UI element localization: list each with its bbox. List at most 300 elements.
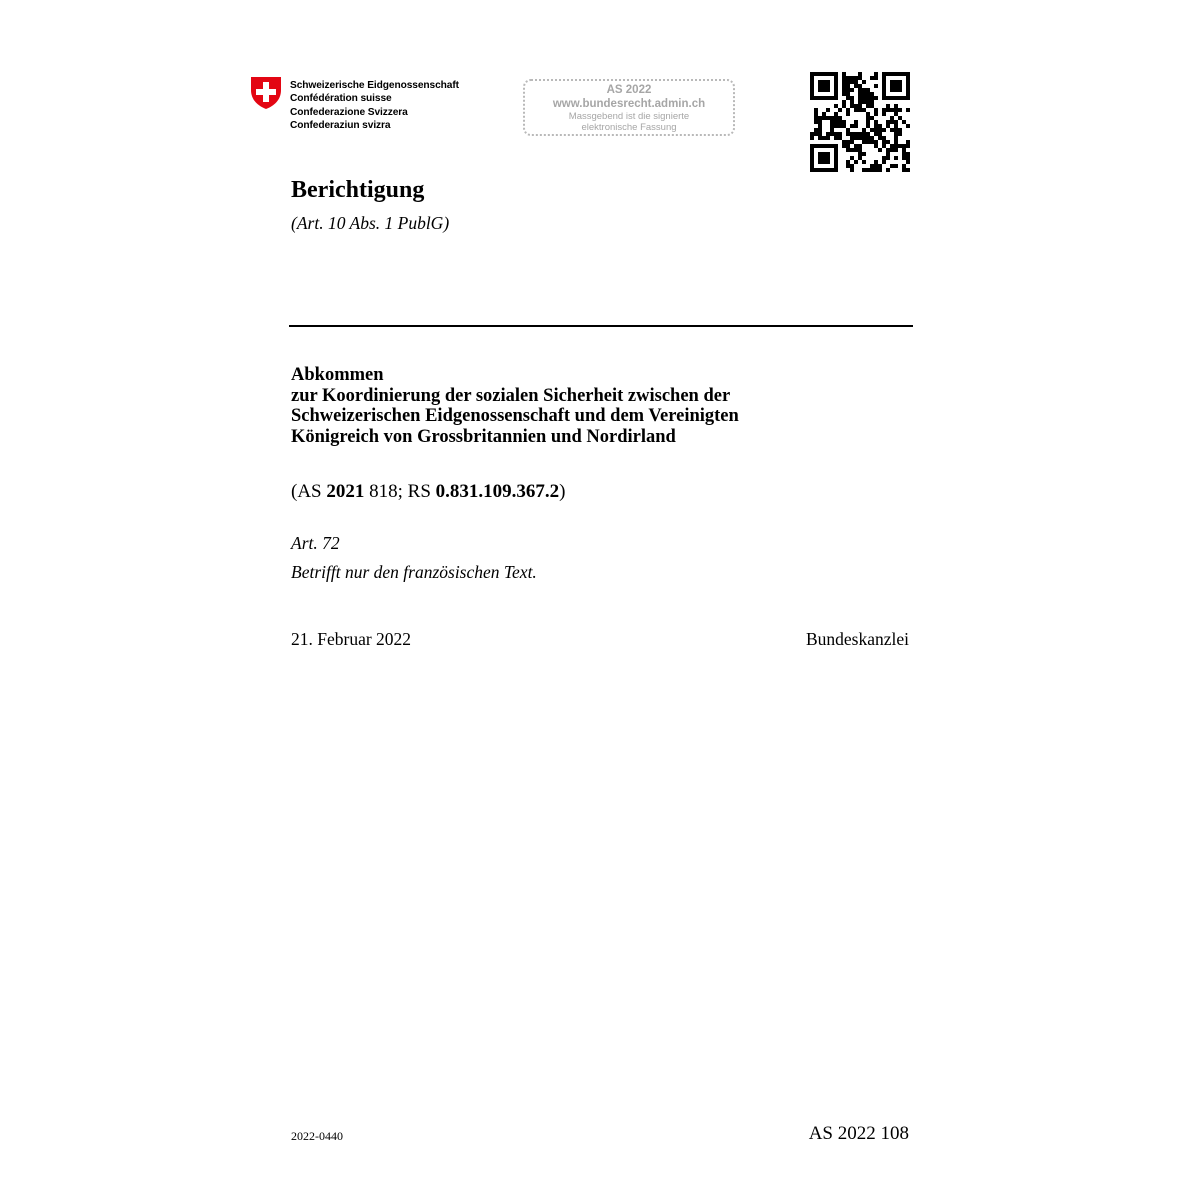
qr-module — [842, 84, 846, 88]
qr-module — [818, 116, 822, 120]
qr-module — [842, 80, 846, 84]
qr-module — [890, 116, 894, 120]
qr-module — [822, 156, 826, 160]
org-name-fr: Confédération suisse — [290, 93, 392, 105]
qr-module — [894, 132, 898, 136]
qr-module — [846, 160, 850, 164]
qr-module — [822, 144, 826, 148]
qr-module — [866, 132, 870, 136]
qr-module — [858, 96, 862, 100]
qr-module — [894, 136, 898, 140]
qr-module — [846, 112, 850, 116]
qr-module — [810, 144, 814, 148]
qr-module — [810, 72, 814, 76]
qr-module — [862, 140, 866, 144]
qr-module — [886, 104, 890, 108]
qr-module — [870, 100, 874, 104]
qr-module — [854, 132, 858, 136]
qr-module — [854, 84, 858, 88]
qr-module — [834, 76, 838, 80]
qr-module — [830, 168, 834, 172]
qr-module — [862, 92, 866, 96]
qr-module — [822, 152, 826, 156]
qr-module — [850, 140, 854, 144]
qr-module — [822, 88, 826, 92]
qr-module — [826, 80, 830, 84]
qr-module — [866, 100, 870, 104]
qr-module — [902, 152, 906, 156]
qr-module — [890, 120, 894, 124]
qr-module — [822, 168, 826, 172]
qr-module — [810, 132, 814, 136]
qr-module — [818, 128, 822, 132]
qr-module — [834, 72, 838, 76]
reference-suffix: ) — [559, 481, 566, 502]
qr-module — [830, 128, 834, 132]
qr-module — [842, 92, 846, 96]
qr-module — [882, 144, 886, 148]
qr-module — [826, 116, 830, 120]
qr-module — [858, 136, 862, 140]
qr-module — [866, 92, 870, 96]
qr-module — [886, 120, 890, 124]
qr-module — [870, 76, 874, 80]
qr-module — [906, 140, 910, 144]
qr-module — [898, 72, 902, 76]
qr-module — [830, 116, 834, 120]
qr-module — [854, 136, 858, 140]
qr-module — [854, 108, 858, 112]
qr-module — [906, 108, 910, 112]
qr-module — [894, 164, 898, 168]
qr-module — [894, 120, 898, 124]
qr-module — [886, 124, 890, 128]
qr-module — [858, 100, 862, 104]
qr-module — [842, 100, 846, 104]
qr-module — [858, 132, 862, 136]
qr-module — [834, 84, 838, 88]
qr-module — [882, 84, 886, 88]
qr-module — [850, 164, 854, 168]
qr-module — [878, 128, 882, 132]
qr-module — [862, 136, 866, 140]
qr-module — [874, 120, 878, 124]
qr-module — [810, 156, 814, 160]
qr-module — [834, 92, 838, 96]
horizontal-rule — [289, 325, 913, 327]
qr-module — [890, 88, 894, 92]
qr-module — [890, 148, 894, 152]
qr-module — [818, 120, 822, 124]
stamp-note-line2: elektronische Fassung — [581, 122, 677, 133]
qr-module — [906, 160, 910, 164]
qr-module — [826, 156, 830, 160]
qr-module — [890, 164, 894, 168]
qr-module — [874, 108, 878, 112]
qr-module — [818, 168, 822, 172]
qr-module — [898, 108, 902, 112]
qr-module — [834, 152, 838, 156]
qr-module — [890, 96, 894, 100]
qr-module — [838, 116, 842, 120]
qr-module — [814, 116, 818, 120]
qr-module — [882, 140, 886, 144]
qr-module — [810, 80, 814, 84]
reference-as-year: 2021 — [326, 481, 365, 502]
qr-module — [842, 144, 846, 148]
org-name-de: Schweizerische Eidgenossenschaft — [290, 80, 459, 91]
qr-module — [826, 88, 830, 92]
qr-module — [826, 152, 830, 156]
qr-module — [866, 140, 870, 144]
qr-module — [874, 76, 878, 80]
qr-module — [878, 124, 882, 128]
qr-module — [842, 72, 846, 76]
qr-module — [878, 136, 882, 140]
qr-module — [898, 84, 902, 88]
qr-module — [878, 132, 882, 136]
qr-module — [906, 96, 910, 100]
qr-module — [898, 80, 902, 84]
qr-module — [842, 140, 846, 144]
qr-module — [886, 148, 890, 152]
qr-module — [906, 124, 910, 128]
qr-module — [894, 80, 898, 84]
qr-module — [830, 72, 834, 76]
qr-module — [822, 112, 826, 116]
qr-module — [846, 96, 850, 100]
qr-module — [818, 156, 822, 160]
qr-module — [870, 96, 874, 100]
article-note: Betrifft nur den französischen Text. — [291, 562, 537, 582]
qr-module — [866, 96, 870, 100]
qr-module — [870, 104, 874, 108]
qr-module — [810, 136, 814, 140]
qr-module — [894, 156, 898, 160]
qr-module — [874, 164, 878, 168]
qr-module — [838, 120, 842, 124]
qr-module — [870, 128, 874, 132]
qr-module — [874, 168, 878, 172]
qr-module — [898, 116, 902, 120]
qr-module — [866, 124, 870, 128]
qr-module — [842, 104, 846, 108]
qr-module — [862, 128, 866, 132]
qr-module — [882, 96, 886, 100]
qr-module — [834, 88, 838, 92]
qr-module — [834, 104, 838, 108]
qr-module — [850, 124, 854, 128]
qr-module — [886, 168, 890, 172]
qr-module — [850, 76, 854, 80]
qr-module — [906, 84, 910, 88]
qr-module — [902, 96, 906, 100]
qr-module — [830, 144, 834, 148]
agreement-title — [291, 365, 739, 447]
stamp-as-number: AS 2022 — [606, 84, 652, 96]
qr-module — [826, 108, 830, 112]
qr-module — [866, 104, 870, 108]
qr-module — [846, 108, 850, 112]
qr-module — [854, 124, 858, 128]
swiss-cross-shield-icon — [250, 76, 282, 110]
qr-module — [854, 148, 858, 152]
qr-module — [882, 80, 886, 84]
qr-module — [882, 92, 886, 96]
qr-module — [882, 112, 886, 116]
qr-module — [818, 80, 822, 84]
qr-module — [810, 164, 814, 168]
qr-module — [850, 136, 854, 140]
qr-module — [858, 76, 862, 80]
qr-module — [898, 128, 902, 132]
qr-module — [870, 168, 874, 172]
qr-module — [858, 92, 862, 96]
qr-module — [862, 168, 866, 172]
qr-module — [818, 84, 822, 88]
qr-module — [878, 168, 882, 172]
qr-module — [834, 124, 838, 128]
agreement-title-line: Abkommen — [291, 365, 384, 385]
qr-module — [838, 132, 842, 136]
qr-module — [886, 152, 890, 156]
qr-module — [826, 96, 830, 100]
qr-module — [902, 156, 906, 160]
qr-module — [854, 76, 858, 80]
qr-module — [862, 132, 866, 136]
qr-module — [862, 100, 866, 104]
qr-module — [818, 132, 822, 136]
stamp-url: www.bundesrecht.admin.ch — [552, 98, 706, 110]
qr-module — [826, 84, 830, 88]
qr-module — [834, 116, 838, 120]
qr-module — [854, 104, 858, 108]
qr-module — [814, 168, 818, 172]
qr-module — [818, 96, 822, 100]
qr-module — [894, 72, 898, 76]
qr-module — [834, 160, 838, 164]
qr-module — [906, 80, 910, 84]
qr-module — [874, 128, 878, 132]
qr-module — [834, 96, 838, 100]
qr-module — [858, 148, 862, 152]
qr-module — [906, 88, 910, 92]
qr-module — [810, 160, 814, 164]
qr-module — [858, 144, 862, 148]
qr-module — [902, 148, 906, 152]
publication-date: 21. Februar 2022 — [291, 629, 412, 649]
qr-module — [846, 132, 850, 136]
qr-module — [826, 168, 830, 172]
qr-module — [830, 120, 834, 124]
qr-module — [902, 72, 906, 76]
qr-module — [826, 144, 830, 148]
qr-module — [874, 112, 878, 116]
qr-module — [882, 108, 886, 112]
qr-module — [882, 76, 886, 80]
qr-module — [866, 120, 870, 124]
qr-module — [882, 156, 886, 160]
qr-module — [834, 80, 838, 84]
qr-module — [846, 144, 850, 148]
qr-module — [902, 120, 906, 124]
stamp-note-line1: Massgebend ist die signierte — [568, 111, 690, 122]
qr-module — [822, 96, 826, 100]
qr-module — [818, 72, 822, 76]
org-name-rm: Confederaziun svizra — [290, 120, 391, 132]
agreement-title-line: Königreich von Grossbritannien und Nordirland — [291, 426, 676, 447]
qr-module — [886, 140, 890, 144]
qr-module — [810, 152, 814, 156]
qr-module — [842, 124, 846, 128]
qr-module — [842, 88, 846, 92]
qr-module — [818, 124, 822, 128]
footer-reference: AS 2022 108 — [808, 1123, 909, 1144]
qr-module — [886, 72, 890, 76]
agreement-title-line: Schweizerischen Eidgenossenschaft und dem Vereinigten — [291, 406, 739, 426]
qr-module — [866, 136, 870, 140]
qr-module — [814, 128, 818, 132]
qr-module — [894, 84, 898, 88]
qr-module — [822, 84, 826, 88]
qr-module — [846, 84, 850, 88]
qr-module — [830, 96, 834, 100]
qr-module — [890, 84, 894, 88]
qr-module — [894, 96, 898, 100]
issuer: Bundeskanzlei — [805, 629, 909, 649]
qr-module — [850, 148, 854, 152]
qr-module — [818, 136, 822, 140]
qr-module — [870, 164, 874, 168]
qr-module — [850, 168, 854, 172]
qr-module — [826, 136, 830, 140]
qr-module — [890, 80, 894, 84]
qr-module — [906, 168, 910, 172]
qr-module — [846, 88, 850, 92]
qr-module — [850, 156, 854, 160]
qr-module — [894, 108, 898, 112]
qr-module — [874, 124, 878, 128]
qr-module — [830, 132, 834, 136]
qr-module — [906, 92, 910, 96]
qr-module — [874, 72, 878, 76]
qr-module — [814, 120, 818, 124]
qr-module — [826, 72, 830, 76]
qr-module — [846, 128, 850, 132]
qr-module — [818, 152, 822, 156]
qr-module — [862, 88, 866, 92]
qr-module — [862, 96, 866, 100]
qr-module — [822, 160, 826, 164]
qr-module — [850, 132, 854, 136]
qr-module — [810, 168, 814, 172]
qr-module — [894, 88, 898, 92]
qr-module — [810, 148, 814, 152]
qr-module — [834, 132, 838, 136]
qr-module — [906, 76, 910, 80]
qr-module — [842, 76, 846, 80]
qr-module — [834, 156, 838, 160]
qr-module — [886, 108, 890, 112]
qr-module — [834, 144, 838, 148]
qr-module — [874, 140, 878, 144]
qr-module — [858, 104, 862, 108]
qr-module — [810, 92, 814, 96]
qr-module — [882, 136, 886, 140]
qr-module — [814, 132, 818, 136]
qr-module — [846, 148, 850, 152]
qr-module — [838, 124, 842, 128]
qr-module — [854, 120, 858, 124]
qr-module — [818, 160, 822, 164]
qr-module — [858, 88, 862, 92]
qr-module — [870, 92, 874, 96]
qr-module — [862, 108, 866, 112]
qr-module — [882, 160, 886, 164]
qr-module — [834, 136, 838, 140]
qr-module — [882, 128, 886, 132]
qr-module — [866, 112, 870, 116]
qr-module — [834, 112, 838, 116]
qr-module — [850, 88, 854, 92]
qr-module — [842, 120, 846, 124]
qr-module — [874, 132, 878, 136]
reference-rs-number: 0.831.109.367.2 — [435, 481, 560, 502]
qr-module — [902, 144, 906, 148]
qr-module — [858, 108, 862, 112]
qr-module — [874, 144, 878, 148]
qr-module — [850, 96, 854, 100]
qr-module — [878, 164, 882, 168]
qr-module — [846, 76, 850, 80]
qr-module — [898, 88, 902, 92]
qr-module — [898, 96, 902, 100]
qr-module — [898, 144, 902, 148]
qr-module — [886, 96, 890, 100]
qr-module — [846, 164, 850, 168]
qr-module — [894, 140, 898, 144]
legal-basis: (Art. 10 Abs. 1 PublG) — [291, 213, 450, 233]
qr-module — [878, 148, 882, 152]
qr-module — [894, 128, 898, 132]
reference-as-page: 818; RS — [364, 481, 436, 502]
qr-module — [894, 104, 898, 108]
qr-module — [858, 72, 862, 76]
qr-module — [902, 168, 906, 172]
qr-module — [870, 140, 874, 144]
qr-module — [862, 80, 866, 84]
qr-module — [894, 112, 898, 116]
qr-module — [874, 160, 878, 164]
qr-module — [890, 108, 894, 112]
qr-module — [866, 116, 870, 120]
qr-module — [850, 100, 854, 104]
qr-module — [850, 104, 854, 108]
reference-prefix: (AS — [291, 481, 327, 502]
qr-module — [834, 164, 838, 168]
qr-module — [870, 136, 874, 140]
qr-module — [866, 88, 870, 92]
qr-module — [858, 152, 862, 156]
qr-module — [894, 144, 898, 148]
qr-module — [906, 144, 910, 148]
qr-module — [826, 160, 830, 164]
qr-module — [846, 92, 850, 96]
qr-module — [858, 156, 862, 160]
qr-module — [814, 112, 818, 116]
qr-module — [874, 96, 878, 100]
qr-module — [834, 148, 838, 152]
